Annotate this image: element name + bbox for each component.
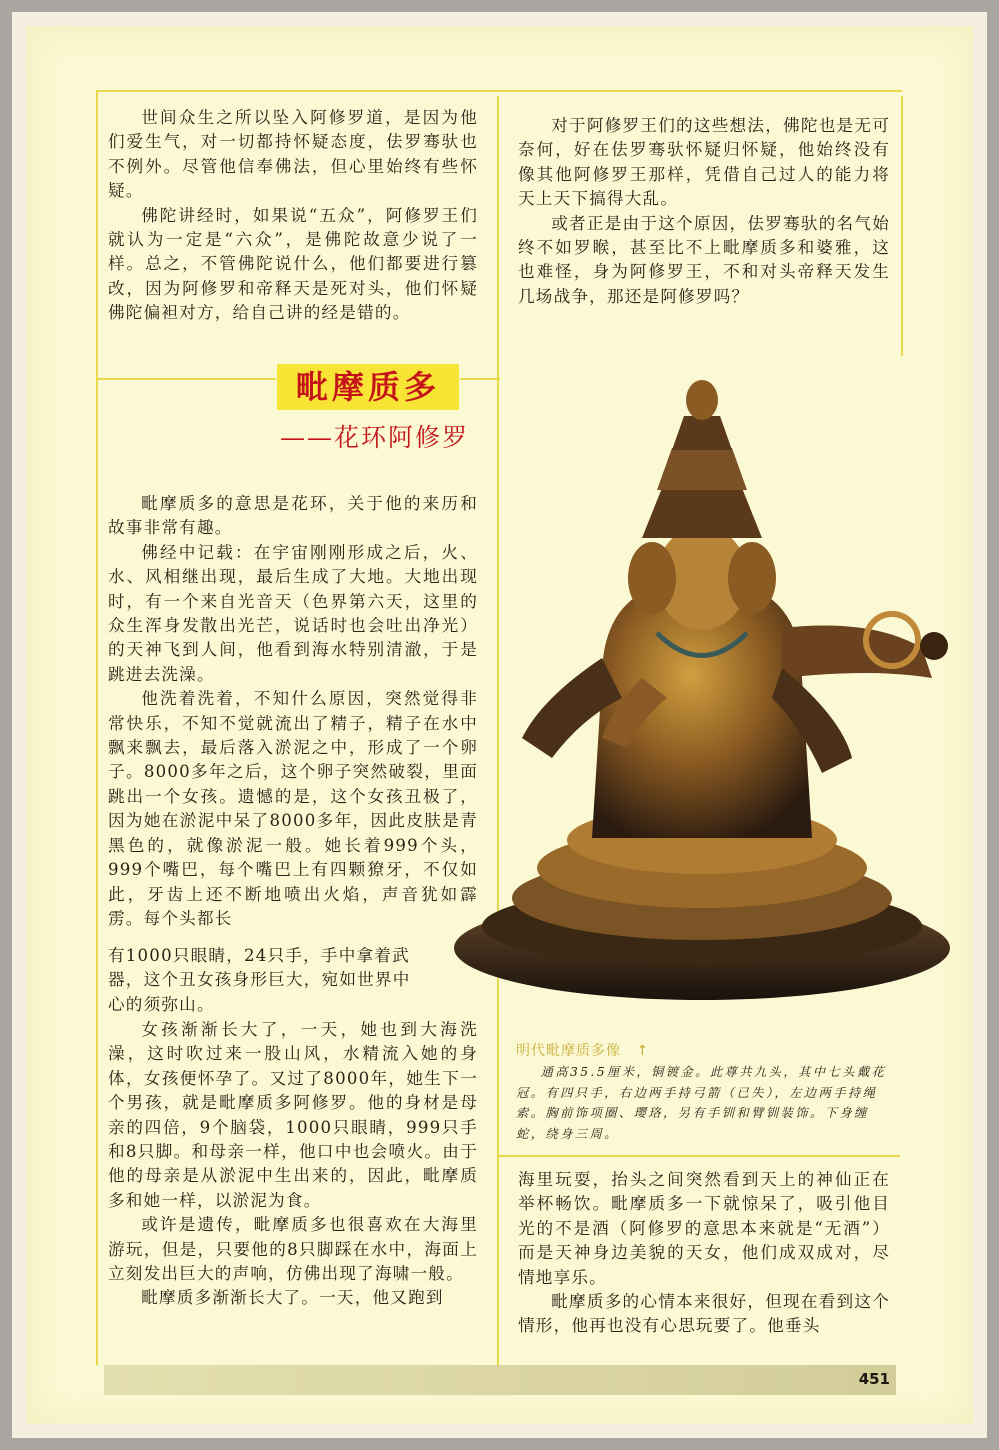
bronze-statue-photo [452,378,952,1008]
section-subtitle: ——花环阿修罗 [280,423,470,452]
caption-rule [497,1155,900,1157]
paragraph: 他洗着洗着，不知什么原因，突然觉得非常快乐，不知不觉就流出了精子，精子在水中飘来飘去，最后落入淤泥之中，形成了一个卵子。8000多年之后，这个卵子突然破裂，里面跳出一个女孩。遗憾的是，这个女孩丑极了，因为她在淤泥中呆了8000多年，因此皮肤是青黑色的，就像淤泥一般。她长着999个头，999个嘴巴，每个嘴巴上有四颗獠牙，不仅如此，牙齿上还不断地喷出火焰，声音犹如霹雳。每个头都长 [108,689,478,928]
left-column-main [108,492,478,931]
top-right-column [518,114,890,309]
crown [642,488,762,538]
paragraph: 毗摩质多的意思是花环，关于他的来历和故事非常有趣。 [108,494,478,538]
left-column-bottom [108,1018,478,1311]
page-number: 451 [858,1370,890,1388]
section-rule-left [96,378,276,380]
paragraph: 佛经中记载：在宇宙刚刚形成之后，火、水、风相继出现，最后生成了大地。大地出现时，有一个来自光音天（色界第六天，这里的众生浑身发散出光芒，说话时也会吐出净光）的天神飞到人间，他看到海水特别清澈，于是跳进去洗澡。 [108,542,478,684]
section-title: 毗摩质多 [295,368,440,406]
left-column-indented [108,944,448,1017]
footer-bar [104,1365,896,1395]
paragraph: 或者正是由于这个原因，佉罗骞驮的名气始终不如罗睺，甚至比不上毗摩质多和婆雅，这也难怪，身为阿修罗王，不和对头帝释天发生几场战争，那还是阿修罗吗？ [518,213,890,306]
paragraph: 海里玩耍，抬头之间突然看到天上的神仙正在举杯畅饮。毗摩质多一下就惊呆了，吸引他目光的不是酒（阿修罗的意思本来就是“无酒”）而是天神身边美貌的天女，他们成双成对，尽情地享乐。 [518,1170,890,1287]
paragraph: 毗摩质多渐渐长大了。一天，他又跑到 [141,1288,444,1308]
left-vertical-rule [96,90,98,1365]
text-line: 心的须弥山。 [108,994,215,1014]
up-arrow-icon: ↑ [636,1043,650,1059]
paragraph: 佛陀讲经时，如果说“五众”，阿修罗王们就认为一定是“六众”，是佛陀故意少说了一样。总之，不管佛陀说什么，他们都要进行篡改，因为阿修罗和帝释天是死对头，他们怀疑佛陀偏袒对方，给自己讲的经是错的。 [108,205,478,323]
paragraph: 对于阿修罗王们的这些想法，佛陀也是无可奈何，好在佉罗骞驮怀疑归怀疑，他始终没有像其他阿修罗王那样，凭借自己过人的能力将天上天下搞得大乱。 [518,116,890,209]
bottom-right-column [518,1168,890,1339]
paragraph: 世间众生之所以坠入阿修罗道，是因为他们爱生气，对一切都持怀疑态度，佉罗骞驮也不例外。尽管他信奉佛法，但心里始终有些怀疑。 [108,108,478,201]
caption-body: 通高35.5厘米，铜镀金。此尊共九头，其中七头戴花冠。有四只手，右边两手持弓箭（已失），左边两手持绳索。胸前饰项圈、璎珞，另有手钏和臂钏装饰。下身缠蛇，绕身三周。 [516,1065,887,1141]
right-arm-upper [782,626,932,679]
right-vertical-rule [901,96,903,356]
paragraph: 毗摩质多的心情本来很好，但现在看到这个情形，他再也没有心思玩要了。他垂头 [518,1292,890,1336]
paragraph: 女孩渐渐长大了，一天，她也到大海洗澡，这时吹过来一股山风，水精流入她的身体，女孩便怀孕了。又过了8000年，她生下一个男孩，就是毗摩质多阿修罗。他的身材是母亲的四倍，9个脑袋，1000只眼睛，999只手和8只脚。和母亲一样，他口中也会喷火。由于他的母亲是从淤泥中生出来的，因此，毗摩质多和她一样，以淤泥为食。 [108,1020,478,1210]
top-rule [96,90,902,92]
paragraph: 或许是遗传，毗摩质多也很喜欢在大海里游玩，但是，只要他的8只脚踩在水中，海面上立刻发出巨大的声响，仿佛出现了海啸一般。 [108,1215,478,1284]
top-left-column [108,106,478,326]
caption-title: 明代毗摩质多像 ↑ [516,1043,650,1059]
text-line: 器，这个丑女孩身形巨大，宛如世界中 [108,970,411,990]
text-line: 有1000只眼睛，24只手，手中拿着武 [108,946,410,965]
